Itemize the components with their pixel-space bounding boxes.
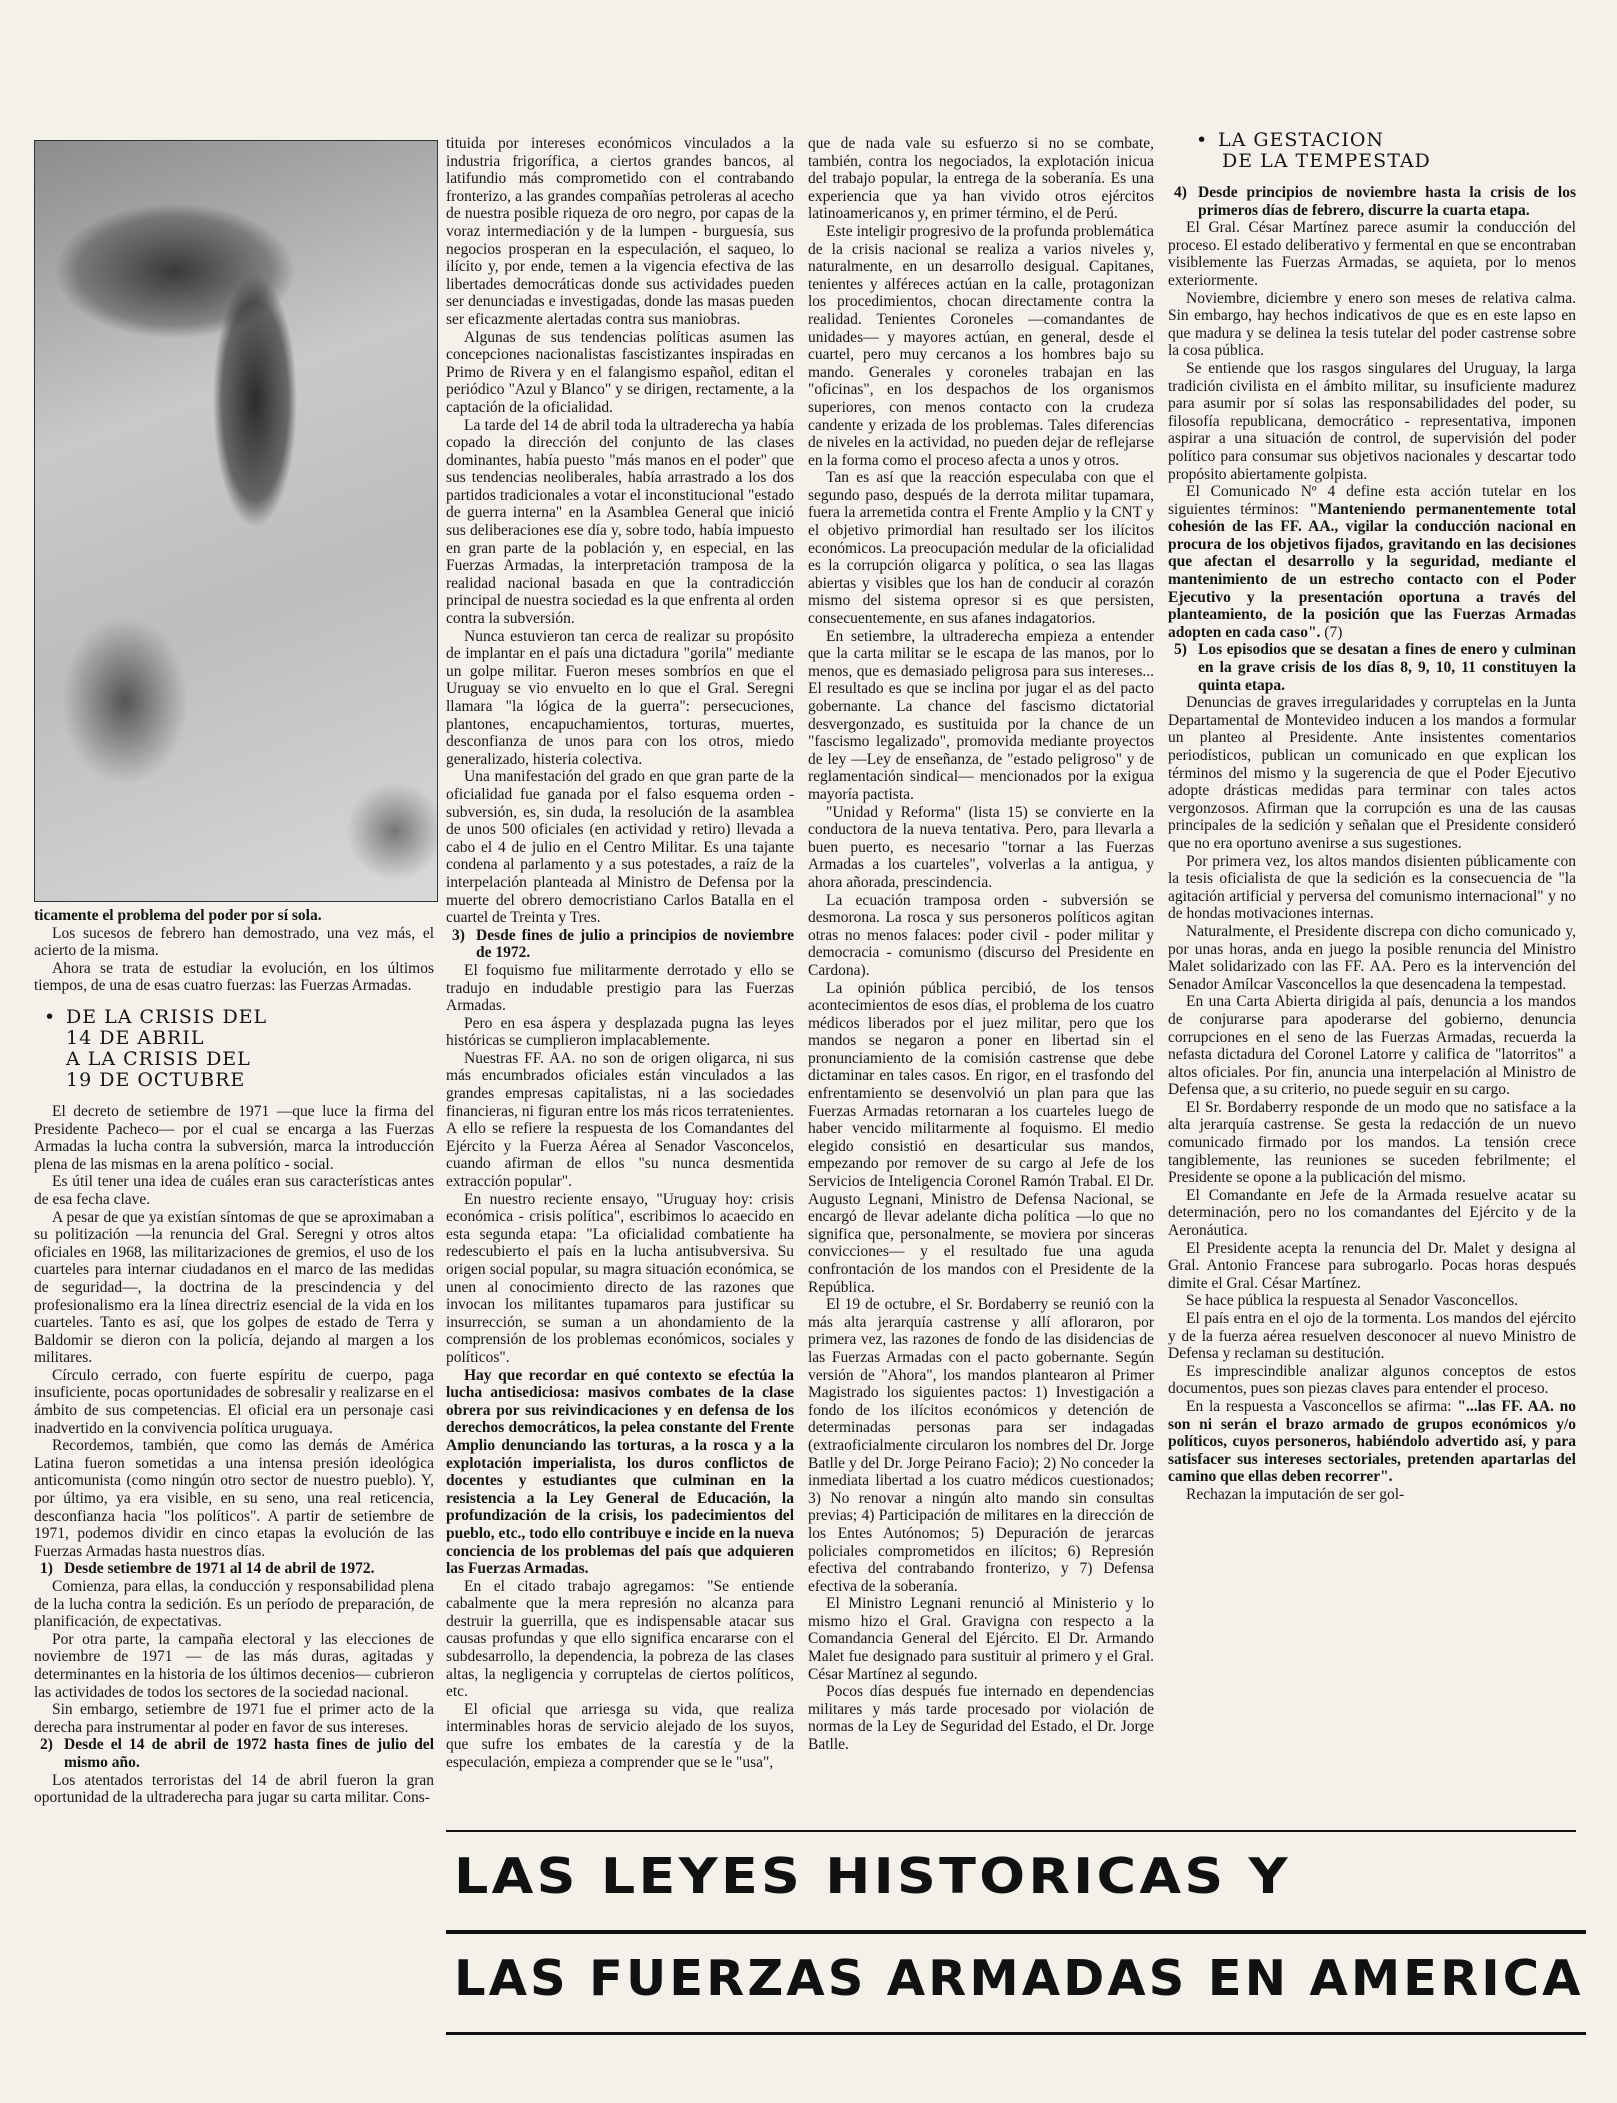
paragraph: Es imprescindible analizar algunos conceptos de estos documentos, pues son piezas claves para entender el proceso. xyxy=(1168,1362,1576,1398)
paragraph: Denuncias de graves irregularidades y corruptelas en la Junta Departamental de Montevideo inducen a los mandos a formular un planteo al Presidente. Ante insistentes comentarios periodísticos, publican un comunicado en que explican los términos del mismo y la sugerencia de que el Poder Ejecutivo adopte drásticas medidas para terminar con tales actos vergonzosos. Afirman que la corrupción es una de las causas principales de la sedición y señalan que el Presidente consideró que no era oportuno avenirse a sus sugestiones. xyxy=(1168,694,1576,852)
stage-heading-3: 3) Desde fines de julio a principios de noviembre de 1972. xyxy=(452,926,794,962)
paragraph: El Presidente acepta la renuncia del Dr. Malet y designa al Gral. Antonio Francese para subrogarlo. Pocas horas después dimite el Gral. César Martínez. xyxy=(1168,1239,1576,1292)
stage-heading-5: 5) Los episodios que se desatan a fines de enero y culminan en la grave crisis de los días 8, 9, 10, 11 constituyen la quinta etapa. xyxy=(1174,641,1576,694)
paragraph: La tarde del 14 de abril toda la ultraderecha ya había copado la dirección del conjunto de las clases dominantes, había puesto "más manos en el poder" que sus tendencias neoliberales, había arrastrado a los dos partidos tradicionales a votar el inconstitucional "estado de guerra interna" en la Asamblea General que inició sus deliberaciones ese día y, sobre todo, había impuesto en gran parte de la población y, en especial, en las Fuerzas Armadas, la interpretación tramposa de la realidad nacional basada en que la contradicción principal de nuestra sociedad es la que enfrenta al orden contra la subversión. xyxy=(446,416,794,628)
paragraph: "Unidad y Reforma" (lista 15) se convierte en la conductora de la nueva tentativa. Pero, para llevarla a buen puerto, es necesario "tornar a las Fuerzas Armadas a los cuarteles", volverlas a la antigua, y ahora añorada, prescindencia. xyxy=(808,803,1154,891)
paragraph: Los atentados terroristas del 14 de abril fueron la gran oportunidad de la ultraderecha para jugar su carta militar. Cons- xyxy=(34,1771,434,1807)
paragraph: Se entiende que los rasgos singulares del Uruguay, la larga tradición civilista en el ámbito militar, su insuficiente madurez para asumir por sí solas las responsabilidades del poder, su filosofía republicana, democrático - representativa, imponen aspirar a una situación de control, de supervisión del poder político para consumar sus objetivos nacionales y descartar todo propósito abiertamente golpista. xyxy=(1168,359,1576,483)
paragraph: Por primera vez, los altos mandos disienten públicamente con la tesis oficialista de que la sedición es la consecuencia de "la agitación artificial y perversa del comunismo internacional" y no de hondas motivaciones internas. xyxy=(1168,852,1576,923)
bullet-icon: • xyxy=(1196,129,1209,151)
paragraph: Es útil tener una idea de cuáles eran sus características antes de esa fecha clave. xyxy=(34,1173,434,1208)
paragraph: El decreto de setiembre de 1971 —que luce la firma del Presidente Pacheco— por el cual se encarga a las Fuerzas Armadas la lucha contra la subversión, marca la introducción plena de las mismas en la arena político - social. xyxy=(34,1102,434,1173)
column-4 xyxy=(1168,128,1576,1823)
paragraph: Pero en esa áspera y desplazada pugna las leyes históricas se cumplieron implacablemente. xyxy=(446,1014,794,1050)
paragraph: Una manifestación del grado en que gran parte de la oficialidad fue ganada por el falso esquema orden - subversión, es, sin duda, la resolución de la asamblea de unos 500 oficiales (en actividad y retiro) llevada a cabo el 4 de julio en el Centro Militar. Es una tajante condena al parlamento y a sus potestades, a raíz de la interpelación planteada al Ministro de Defensa por la muerte del obrero democristiano Carlos Batalla en el cuartel de Treinta y Tres. xyxy=(446,768,794,927)
paragraph: tituida por intereses económicos vinculados a la industria frigorífica, a ciertos grandes bancos, al latifundio más comprometido con el contrabando fronterizo, a las grandes compañías petroleras al acecho de nuestra posible riqueza de oro negro, por capas de la voraz intermediación y de la lumpen - burguesía, sus negocios prosperan en la especulación, el saqueo, lo ilícito y, por ende, temen a la vigencia efectiva de las libertades democráticas donde sus actividades pueden ser denunciadas e investigadas, donde las masas pueden ser eficazmente alertadas contra sus maniobras. xyxy=(446,135,794,328)
paragraph: Naturalmente, el Presidente discrepa con dicho comunicado y, por unas horas, anda en juego la posible renuncia del Ministro Malet solidarizado con las FF. AA. Pero es la intervención del Senador Amílcar Vasconcellos la que desencadena la tempestad. xyxy=(1168,922,1576,993)
paragraph: Ahora se trata de estudiar la evolución, en los últimos tiempos, de una de esas cuatro fuerzas: las Fuerzas Armadas. xyxy=(34,959,434,995)
paragraph: ticamente el problema del poder por sí sola. xyxy=(34,907,322,924)
paragraph: La opinión pública percibió, de los tensos acontecimientos de esos días, el problema de los cuatro médicos liberados por el juez militar, pero que los mandos se negaron a poner en libertad sin el pronunciamiento de la comisión castrense que debe dictaminar en tales casos. En rigor, en el trasfondo del enfrentamiento se desenvolvió un plan para que las Fuerzas Armadas retornaran a los cuarteles luego de haber vencido militarmente al foquismo. El medio elegido consistió en desarticular sus mandos, empezando por remover de su cargo al Jefe de los Servicios de Inteligencia Coronel Ramón Trabal. El Dr. Augusto Legnani, Ministro de Defensa Nacional, se encargó de llevar adelante dicha política —lo que no significa que, personalmente, se moviera por sinceras convicciones— y el resultado fue una aguda confrontación de los mandos con el Presidente de la República. xyxy=(808,979,1154,1296)
paragraph: En una Carta Abierta dirigida al país, denuncia a los mandos de conjurarse para apoderarse del gobierno, denuncia corrupciones en el seno de las Fuerzas Armadas, recuerda la nefasta dictadura del Coronel Latorre y califica de "latorritos" a altos oficiales. Por fin, anuncia una interpelación al Ministro de Defensa que, a su criterio, no puede seguir en su cargo. xyxy=(1168,993,1576,1099)
column-3 xyxy=(808,135,1154,1823)
paragraph: Algunas de sus tendencias políticas asumen las concepciones nacionalistas fascistizantes inspiradas en Primo de Rivera y en el falangismo español, editan el periódico "Azul y Blanco" y se dirigen, rectamente, a la captación de la oficialidad. xyxy=(446,328,794,416)
paragraph: El país entra en el ojo de la tormenta. Los mandos del ejército y de la fuerza aérea resuelven desconocer al nuevo Ministro de Defensa y reclaman su destitución. xyxy=(1168,1310,1576,1363)
stage-heading-2: 2) Desde el 14 de abril de 1972 hasta fines de julio del mismo año. xyxy=(40,1736,434,1771)
section-heading-crisis: • DE LA CRISIS DEL 14 DE ABRIL A LA CRISIS DEL 19 DE OCTUBRE xyxy=(44,1005,268,1091)
stage-heading-1: 1) Desde setiembre de 1971 al 14 de abril de 1972. xyxy=(40,1560,375,1578)
stage-heading-4: 4) Desde principios de noviembre hasta la crisis de los primeros días de febrero, discurre la cuarta etapa. xyxy=(1174,184,1576,219)
paragraph: El 19 de octubre, el Sr. Bordaberry se reunió con la más alta jerarquía castrense y allí afloraron, por primera vez, las razones de fondo de las disidencias de las Fuerzas Armadas con el pacto gobernante. Según versión de "Ahora", los mandos plantearon al Primer Magistrado los siguientes pactos: 1) Investigación a fondo de los ilícitos económicos y detención de determinadas personas para ser indagadas (extraoficialmente circularon los nombres del Dr. Jorge Batlle y del Dr. Jorge Peirano Facio); 2) No conceder la inmediata libertad a los cuatro médicos cuestionados; 3) No renovar a ningún alto mando sin consultas previas; 4) Participación de militares en la dirección de los Entes Autónomos; 5) Depuración de jerarcas policiales comprometidos en ilícitos; 6) Represión efectiva del contrabando fronterizo, y 7) Defensa efectiva de la soberanía. xyxy=(808,1296,1154,1595)
paragraph: El foquismo fue militarmente derrotado y ello se tradujo en indudable prestigio para las Fuerzas Armadas. xyxy=(446,961,794,1015)
headline-bottom-rule xyxy=(446,2032,1586,2035)
photo-soldier-icon xyxy=(34,140,438,902)
paragraph: El Comandante en Jefe de la Armada resuelve acatar su determinación, pero no los comandantes del Ejército y de la Aeronáutica. xyxy=(1168,1186,1576,1240)
paragraph: Círculo cerrado, con fuerte espíritu de cuerpo, paga insuficiente, pocas oportunidades de sobresalir y realizarse en el ámbito de sus competencias. El oficial era un personaje casi inadvertido en la convivencia política uruguaya. xyxy=(34,1366,434,1437)
paragraph: Se hace pública la respuesta al Senador Vasconcellos. xyxy=(1186,1292,1518,1310)
paragraph: El Ministro Legnani renunció al Ministerio y lo mismo hizo el Gral. Gravigna con respecto a la Comandancia General del Ejército. El Dr. Armando Malet fue designado para sustituir al primero y el Gral. César Martínez al segundo. xyxy=(808,1595,1154,1683)
paragraph: Pocos días después fue internado en dependencias militares y más tarde procesado por violación de normas de la Ley de Seguridad del Estado, el Dr. Jorge Batlle. xyxy=(808,1683,1154,1754)
paragraph: que de nada vale su esfuerzo si no se combate, también, contra los negociados, la explotación inicua del trabajo popular, la entrega de la soberanía. Es una experiencia que ya han vivido otros ejércitos latinoamericanos y, en primer término, el de Perú. xyxy=(808,135,1154,223)
paragraph: A pesar de que ya existían síntomas de que se aproximaban a su politización —la renuncia del Gral. Seregni y otros altos oficiales en 1968, las militarizaciones de gremios, el uso de los cuarteles para internar ciudadanos en el marco de las medidas de seguridad—, la doctrina de la prescindencia y del profesionalismo era la línea directriz esencial de la vida en los cuarteles. Tanto es así, que los golpes de estado de Terra y Baldomir se dieron con la policía, dejando al margen a los militares. xyxy=(34,1208,434,1367)
paragraph: Los sucesos de febrero han demostrado, una vez más, el acierto de la misma. xyxy=(34,924,434,960)
paragraph: Nuestras FF. AA. no son de origen oligarca, ni sus más encumbrados oficiales están vinculados a las grandes empresas capitalistas, ni a las sociedades financieras, ni figuran entre los más ricos terratenientes. A ello se refiere la respuesta de los Comandantes del Ejército y la Fuerza Aérea al Senador Vasconcelos, cuando afirman de ellos "su nunca desmentida extracción popular". xyxy=(446,1049,794,1191)
headline-line-1: LAS LEYES HISTORICAS Y xyxy=(454,1848,1291,1905)
paragraph: El Comunicado Nº 4 define esta acción tutelar en los siguientes términos: "Manteniendo permanentemente total cohesión de las FF. AA., vigilar la conducción nacional en procura de los objetivos fijados, gravitando en las decisiones que afectan el desarrollo y la seguridad, mediante el mantenimiento de un estrecho contacto con el Poder Ejecutivo y la presentación oportuna a través del planteamiento, de la posición que las Fuerzas Armadas adopten en cada caso". (7) xyxy=(1168,483,1576,641)
paragraph: En el citado trabajo agregamos: "Se entiende cabalmente que la mera represión no alcanza para destruir la guerrilla, que es indispensable atacar sus causas profundas y que ello significa encararse con el subdesarrollo, la dependencia, la pobreza de las clases altas, la negligencia y corruptelas de ciertos políticos, etc. xyxy=(446,1577,794,1701)
headline-top-rule xyxy=(446,1830,1576,1832)
paragraph: La ecuación tramposa orden - subversión se desmorona. La rosca y sus personeros políticos agitan otras no menos falaces: poder civil - poder militar y democracia - comunismo (discurso del Presidente en Cardona). xyxy=(808,891,1154,979)
column-2 xyxy=(446,135,794,1823)
paragraph: En la respuesta a Vasconcellos se afirma: "...las FF. AA. no son ni serán el brazo armado de grupos económicos y/o políticos, cuyos personeros, habiéndolo advertido así, y para satisfacer sus intereses sectoriales, pretenden apartarlas del camino que ellas deben recorrer". xyxy=(1168,1397,1576,1486)
paragraph: Comienza, para ellas, la conducción y responsabilidad plena de la lucha contra la sedición. Es un período de preparación, de planificación, de expectativas. xyxy=(34,1578,434,1631)
paragraph: Por otra parte, la campaña electoral y las elecciones de noviembre de 1971 — de las más duras, agitadas y determinantes en la historia de los últimos decenios— cubrieron las actividades de todos los sectores de la sociedad nacional. xyxy=(34,1630,434,1701)
headline-divider-rule xyxy=(446,1930,1586,1934)
paragraph: Nunca estuvieron tan cerca de realizar su propósito de implantar en el país una dictadura "gorila" mediante un golpe militar. Fueron meses sombríos en que el Uruguay se vio envuelto en lo que el Gral. Seregni llamara "la lógica de la guerra": persecuciones, plantones, encapuchamientos, torturas, muertes, desconfianza de unos para con los otros, miedo generalizado, histeria colectiva. xyxy=(446,627,794,768)
paragraph: El Gral. César Martínez parece asumir la conducción del proceso. El estado deliberativo y fermental en que se encontraban visiblemente las Fuerzas Armadas, se aquieta, por lo menos exteriormente. xyxy=(1168,219,1576,289)
paragraph: Noviembre, diciembre y enero son meses de relativa calma. Sin embargo, hay hechos indicativos de que es en este lapso en que madura y se delinea la tesis tutelar del poder castrense sobre la cosa pública. xyxy=(1168,289,1576,360)
paragraph: Este inteligir progresivo de la profunda problemática de la crisis nacional se realiza a varios niveles y, naturalmente, en un desarrollo desigual. Capitanes, tenientes y alféreces actúan en la calle, protagonizan los procedimientos, chocan directamente contra la realidad. Tenientes Coroneles —comandantes de unidades— y mayores actúan, en general, desde el cuartel, pero muy cercanos a los hombres bajo su mando. Generales y coroneles trabajan en las "oficinas", en los despachos de los organismos superiores, con menos contacto con la crudeza candente y erizada de los problemas. Tales diferencias de niveles en la actividad, no pueden dejar de reflejarse en la forma como el proceso afecta a unos y otros. xyxy=(808,222,1154,469)
paragraph: En setiembre, la ultraderecha empieza a entender que la carta militar se le escapa de las manos, por lo menos, que es demasiado peligrosa para sus intereses... El resultado es que se inclina por jugar el as del pacto gobernante. La chance del fascismo dictatorial desvergonzado, es sustituida por la chance de un "fascismo legalizado", promovida mediante proyectos de ley —Ley de enseñanza, de "estado peligroso" y de reglamentación sindical— mencionados por la exigua mayoría pactista. xyxy=(808,627,1154,803)
bullet-icon: • xyxy=(44,1005,57,1028)
paragraph: Tan es así que la reacción especulaba con que el segundo paso, después de la derrota militar tupamara, fuera la arremetida contra el Frente Amplio y la CNT y el objetivo primordial han resultado ser los ilícitos económicos. La preocupación medular de la oficialidad es la corrupción oligarca y política, o sea las llagas abiertas y visibles que los han de conducir al corazón mismo del sistema opresor si es que persisten, consecuentemente, en sus afanes indagatorios. xyxy=(808,469,1154,628)
paragraph: En nuestro reciente ensayo, "Uruguay hoy: crisis económica - crisis política", escribimos lo acaecido en esta segunda etapa: "La oficialidad combatiente ha redescubierto el país en la lucha antisubversiva. Su origen social popular, su magra situación económica, se unen al conocimiento directo de las razones que invocan los militantes tupamaros para justificar su insurrección, se suman a un ahondamiento de la comprensión de los problemas económicos, sociales y políticos". xyxy=(446,1190,794,1366)
paragraph: Hay que recordar en qué contexto se efectúa la lucha antisediciosa: masivos combates de la clase obrera por sus reivindicaciones y en defensa de los derechos democráticos, la pelea constante del Frente Amplio denunciando las torturas, a la rosca y a la explotación imperialista, los duros conflictos de docentes y estudiantes que culminan en la resistencia a la Ley General de Educación, la profundización de la crisis, los padecimientos del pueblo, etc., todo ello contribuye e incide en la nueva conciencia de los problemas del país que adquieren las Fuerzas Armadas. xyxy=(446,1366,794,1578)
section-heading-tempestad: • LA GESTACION DE LA TEMPESTAD xyxy=(1196,129,1431,172)
paragraph: El Sr. Bordaberry responde de un modo que no satisface a la alta jerarquía castrense. Se gesta la redacción de un nuevo comunicado firmado por los mandos. La tensión crece tangiblemente, las reuniones se suceden febrilmente; el Presidente se opone a la publicación del mismo. xyxy=(1168,1098,1576,1187)
paragraph: El oficial que arriesga su vida, que realiza interminables horas de servicio alejado de los suyos, que sufre los embates de la carestía y de la especulación, empieza a comprender que se le "usa", xyxy=(446,1700,794,1771)
paragraph: Rechazan la imputación de ser gol- xyxy=(1186,1485,1405,1503)
paragraph: Recordemos, también, que como las demás de América Latina fueron sometidas a una intensa presión ideológica anticomunista (como ningún otro sector de nuestro pueblo). Y, por último, ya era visible, en su seno, una real reticencia, desconfianza hacia "los políticos". A partir de setiembre de 1971, podemos dividir en cinco etapas la evolución de las Fuerzas Armadas hasta nuestros días. xyxy=(34,1437,434,1560)
paragraph: Sin embargo, setiembre de 1971 fue el primer acto de la derecha para instrumentar al poder en favor de sus intereses. xyxy=(34,1701,434,1736)
column-1 xyxy=(34,907,434,2097)
headline-line-2: LAS FUERZAS ARMADAS EN AMERICA xyxy=(454,1950,1584,2007)
